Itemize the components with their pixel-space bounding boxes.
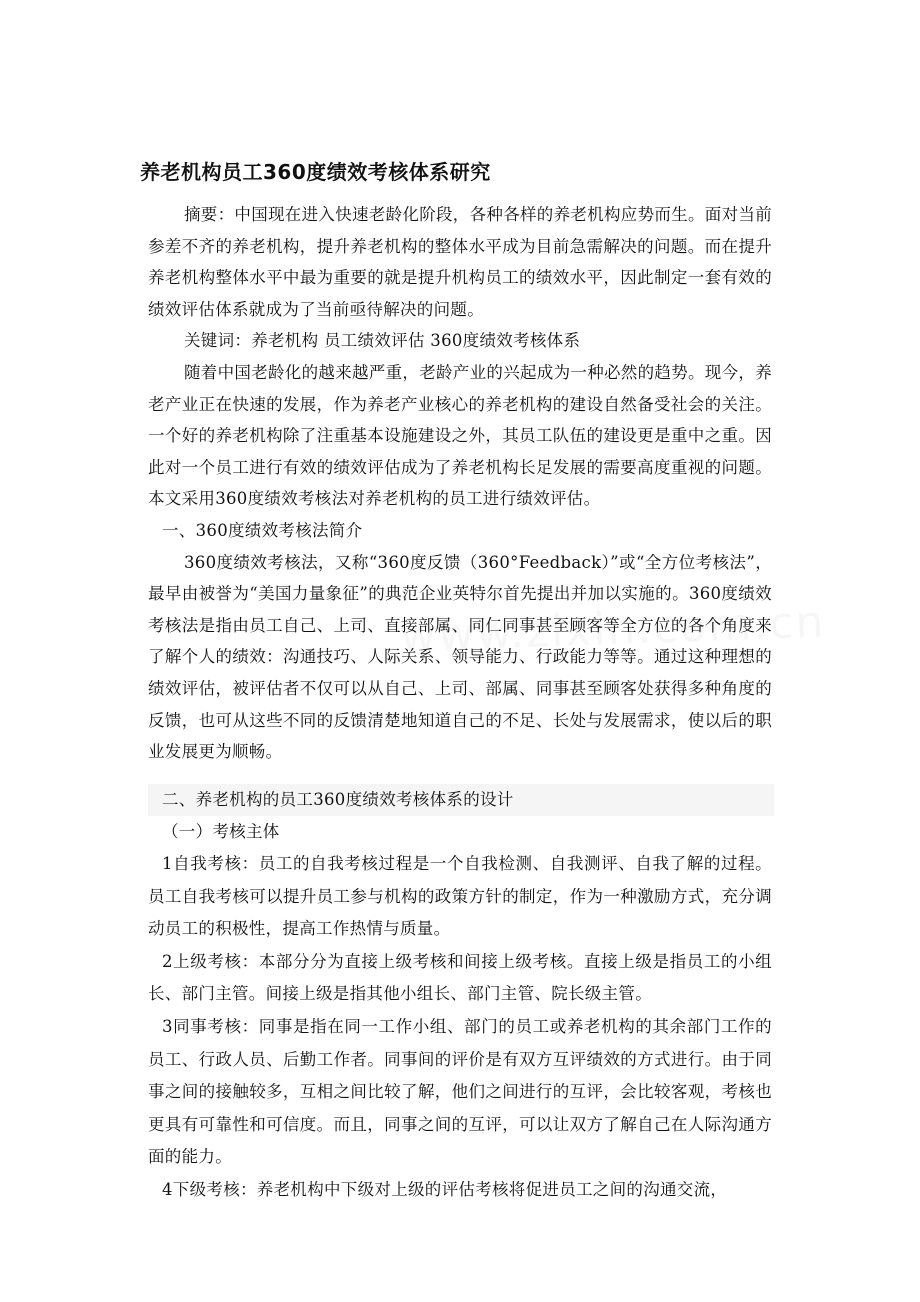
subsection-heading-1: （一）考核主体 <box>162 821 280 841</box>
abstract-paragraph: 摘要：中国现在进入快速老龄化阶段，各种各样的养老机构应势而生。面对当前参差不齐的养老机构，提升养老机构的整体水平成为目前急需解决的问题。而在提升养老机构整体水平中最为重要的就是提升机构员工的绩效水平，因此制定一套有效的绩效评估体系就成为了当前亟待解决的问题。 <box>148 205 772 319</box>
keywords-paragraph: 关键词：养老机构 员工绩效评估 360度绩效考核体系 <box>184 331 581 351</box>
section-heading-2: 二、养老机构的员工360度绩效考核体系的设计 <box>148 784 774 816</box>
list-item-peer-assessment: 3同事考核：同事是指在同一工作小组、部门的员工或养老机构的其余部门工作的员工、行政人员、后勤工作者。同事间的评价是有双方互评绩效的方式进行。由于同事之间的接触较多，互相之间比较了解，他们之间进行的互评，会比较客观，考核也更具有可靠性和可信度。而且，同事之间的互评，可以让双方了解自己在人际沟通方面的能力。 <box>148 1016 772 1167</box>
method-paragraph: 360度绩效考核法，又称“360度反馈（360°Feedback）”或“全方位考核法”，最早由被誉为“美国力量象征”的典范企业英特尔首先提出并加以实施的。360度绩效考核法是指由员工自己、上司、直接部属、同仁同事甚至顾客等全方位的各个角度来了解个人的绩效：沟通技巧、人际关系、领导能力、行政能力等等。通过这种理想的绩效评估，被评估者不仅可以从自己、上司、部属、同事甚至顾客处获得多种角度的反馈，也可从这些不同的反馈清楚地知道自己的不足、长处与发展需求，使以后的职业发展更为顺畅。 <box>148 552 772 762</box>
document-title: 养老机构员工360度绩效考核体系研究 <box>140 160 491 184</box>
list-item-self-assessment: 1自我考核：员工的自我考核过程是一个自我检测、自我测评、自我了解的过程。员工自我考核可以提升员工参与机构的政策方针的制定，作为一种激励方式，充分调动员工的积极性，提高工作热情与质量。 <box>148 854 772 939</box>
intro-paragraph: 随着中国老龄化的越来越严重，老龄产业的兴起成为一种必然的趋势。现今，养老产业正在快速的发展，作为养老产业核心的养老机构的建设自然备受社会的关注。一个好的养老机构除了注重基本设施建设之外，其员工队伍的建设更是重中之重。因此对一个员工进行有效的绩效评估成为了养老机构长足发展的需要高度重视的问题。本文采用360度绩效考核法对养老机构的员工进行绩效评估。 <box>148 362 772 509</box>
body-section-2 <box>148 784 772 847</box>
section-heading-1: 一、360度绩效考核法简介 <box>162 520 363 540</box>
list-item-subordinate-assessment: 4下级考核：养老机构中下级对上级的评估考核将促进员工之间的沟通交流， <box>162 1179 728 1199</box>
body-section-3 <box>148 848 772 1207</box>
body-section-1 <box>148 199 772 768</box>
list-item-superior-assessment: 2上级考核：本部分分为直接上级考核和间接上级考核。直接上级是指员工的小组长、部门主管。间接上级是指其他小组长、部门主管、院长级主管。 <box>148 951 772 1004</box>
